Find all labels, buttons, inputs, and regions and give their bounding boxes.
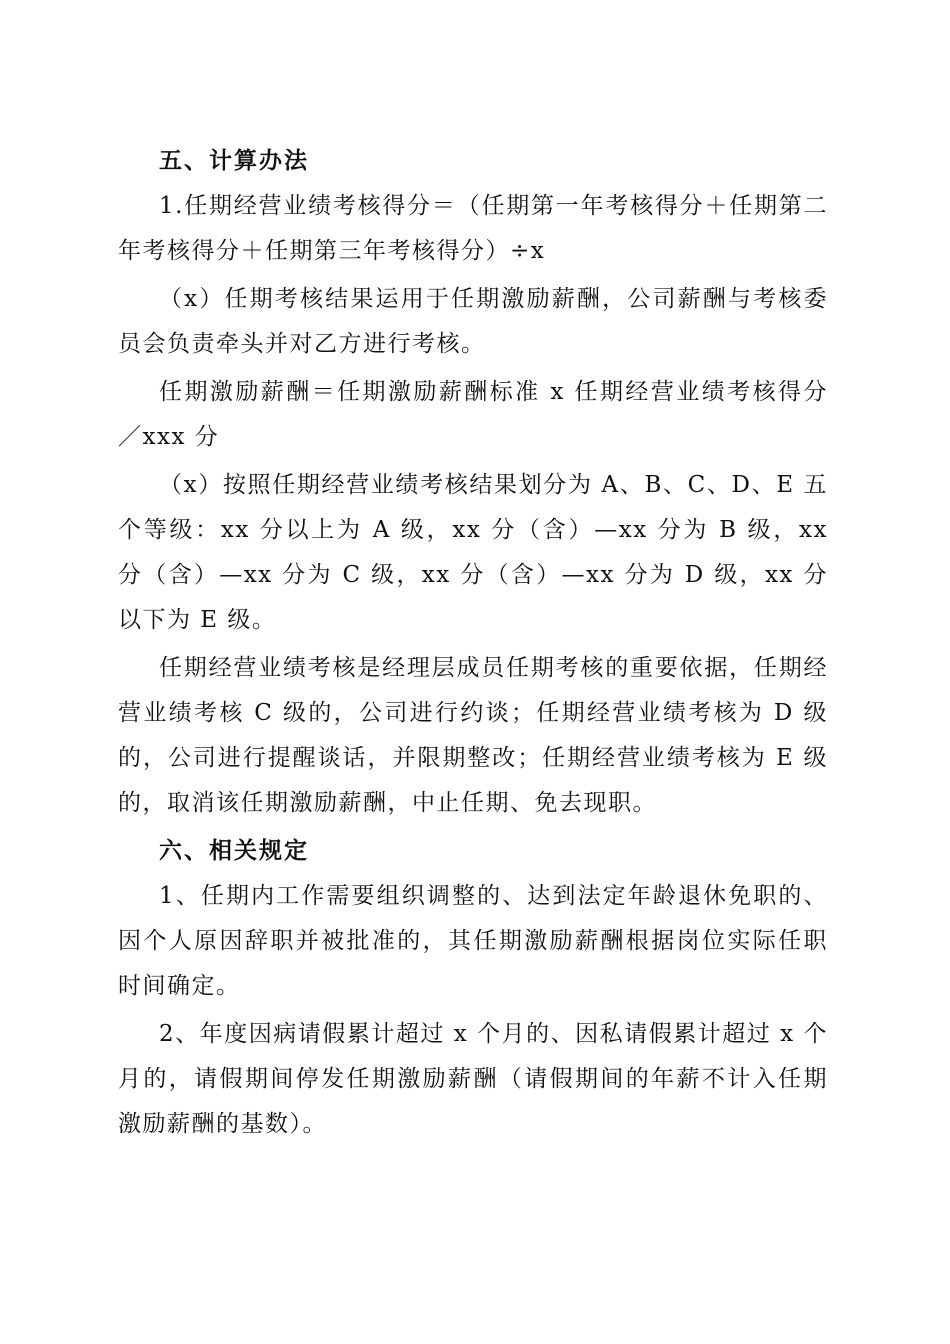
paragraph-grade-consequences: 任期经营业绩考核是经理层成员任期考核的重要依据，任期经营业绩考核 C 级的，公司进行约谈；任期经营业绩考核为 D 级的，公司进行提醒谈话，并限期整改；任期经营业绩考核为 E 级的，取消该任期激励薪酬，中止任期、免去现职。 bbox=[118, 655, 828, 816]
paragraph-assessment-application: （x）任期考核结果运用于任期激励薪酬，公司薪酬与考核委员会负责牵头并对乙方进行考核。 bbox=[118, 286, 828, 357]
paragraph-grade-levels: （x）按照任期经营业绩考核结果划分为 A、B、C、D、E 五个等级：xx 分以上为 A 级，xx 分（含）—xx 分为 B 级，xx 分（含）—xx 分为 C 级，xx 分（含）—xx 分为 D 级，xx 分以下为 E 级。 bbox=[118, 472, 828, 633]
paragraph-regulation-2: 2、年度因病请假累计超过 x 个月的、因私请假累计超过 x 个月的，请假期间停发任期激励薪酬（请假期间的年薪不计入任期激励薪酬的基数）。 bbox=[118, 1021, 828, 1137]
document-body bbox=[118, 139, 828, 1150]
paragraph-score-formula: 1.任期经营业绩考核得分＝（任期第一年考核得分＋任期第二年考核得分＋任期第三年考核得分）÷x bbox=[118, 193, 828, 264]
section-heading-regulations: 六、相关规定 bbox=[159, 838, 309, 864]
paragraph-regulation-1: 1、任期内工作需要组织调整的、达到法定年龄退休免职的、因个人原因辞职并被批准的，其任期激励薪酬根据岗位实际任职时间确定。 bbox=[118, 883, 828, 999]
section-heading-calculation: 五、计算办法 bbox=[159, 148, 309, 174]
paragraph-incentive-formula: 任期激励薪酬＝任期激励薪酬标准 x 任期经营业绩考核得分／xxx 分 bbox=[118, 379, 828, 450]
